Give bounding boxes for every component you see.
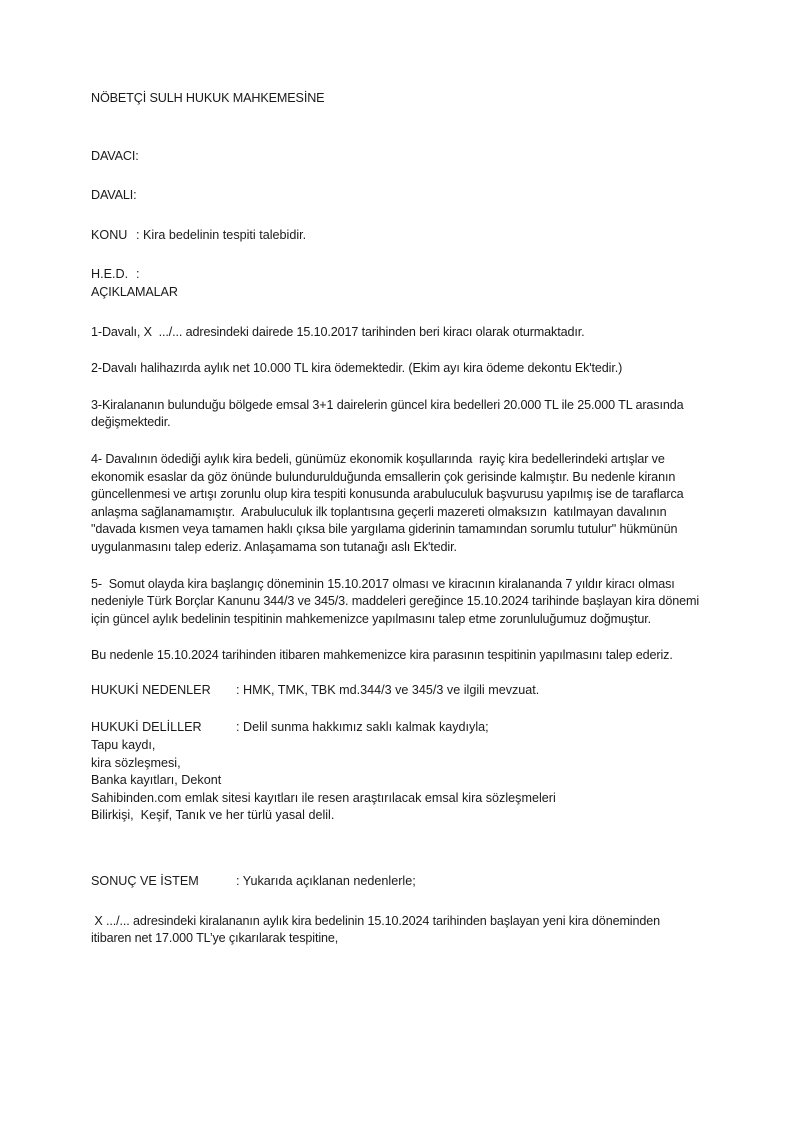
hed-value: : bbox=[136, 267, 140, 282]
conclusion-request: X .../... adresindeki kiralananın aylık kira bedelinin 15.10.2024 tarihinden başlayan yeni kira döneminden itibaren net 17.000 TL’ye çıkarılarak tespitine, bbox=[91, 913, 664, 946]
court-heading: NÖBETÇİ SULH HUKUK MAHKEMESİNE bbox=[91, 91, 325, 105]
spacer bbox=[91, 825, 703, 873]
defendant-label: DAVALI: bbox=[91, 188, 137, 203]
legal-evidence-label: HUKUKİ DELİLLER bbox=[91, 720, 202, 735]
legal-grounds-text: HMK, TMK, TBK md.344/3 ve 345/3 ve ilgili mevzuat. bbox=[243, 682, 540, 697]
legal-evidence-text: Delil sunma hakkımız saklı kalmak kaydıyla; bbox=[243, 720, 489, 735]
paragraph-5: 5- Somut olayda kira başlangıç döneminin 15.10.2017 olması ve kiracının kiralananda 7 yıldır kiracı olması nedeniyle Türk Borçlar Kanunu 344/3 ve 345/3. maddeleri gereğince 15.10.2024 tarihinde başlayan kira dönemi için güncel aylık bedelinin tespitinin mahkemenizce yapılmasını talep etme zorunluluğumuz doğmuştur. bbox=[91, 576, 703, 626]
spacer bbox=[91, 699, 703, 719]
paragraph-2: 2-Davalı halihazırda aylık net 10.000 TL kira ödemektedir. (Ekim ayı kira ödeme dekontu Ek'tedir.) bbox=[91, 361, 623, 376]
evidence-item-tapu: Tapu kaydı, bbox=[91, 738, 156, 753]
paragraph-4: 4- Davalının ödediği aylık kira bedeli, günümüz ekonomik koşullarında rayiç kira bedellerindeki artışlar ve ekonomik esaslar da göz önünde bulundurulduğunda emsallerin çok gerisinde kalmıştır. Bu nedenle kiranın güncellenmesi ve artışı zorunlu olup kira tespiti konusunda arabuluculuk başvurusu yapılmış ise de taraflarca anlaşma sağlanamamıştır. Arabuluculuk ilk toplantısına geçerli mazereti olmaksızın katılmayan davalının "davada kısmen veya tamamen haklı çıksa bile yargılama giderinin tamamından sorumlu tutulur" hükmünün uygulanmasını talep ederiz. Anlaşamama son tutanağı aslı Ek'tedir. bbox=[91, 451, 687, 554]
spacer bbox=[91, 665, 703, 682]
hed-label: H.E.D. bbox=[91, 267, 129, 282]
paragraph-1: 1-Davalı, X .../... adresindeki dairede 15.10.2017 tarihinden beri kiracı olarak oturmaktadır. bbox=[91, 324, 585, 339]
legal-grounds-row bbox=[91, 682, 703, 700]
spacer bbox=[91, 244, 703, 266]
evidence-item-kira-sozlesmesi: kira sözleşmesi, bbox=[91, 755, 181, 770]
evidence-item-sahibinden: Sahibinden.com emlak sitesi kayıtları ile resen araştırılacak emsal kira sözleşmeleri bbox=[91, 790, 556, 805]
spacer bbox=[91, 378, 703, 397]
spacer bbox=[91, 432, 703, 451]
hed-row bbox=[91, 266, 703, 284]
explanations-heading: AÇIKLAMALAR bbox=[91, 284, 178, 299]
conclusion-text: Yukarıda açıklanan nedenlerle; bbox=[242, 874, 416, 889]
conclusion-label: SONUÇ VE İSTEM bbox=[91, 874, 199, 889]
plaintiff-label: DAVACI: bbox=[91, 148, 139, 163]
spacer bbox=[91, 341, 703, 360]
subject-separator: : bbox=[136, 227, 143, 242]
subject-label: KONU bbox=[91, 227, 128, 242]
legal-evidence-value bbox=[236, 719, 703, 737]
conclusion-row bbox=[91, 873, 703, 891]
legal-grounds-value bbox=[236, 682, 703, 700]
evidence-item-banka-kayitlari: Banka kayıtları, Dekont bbox=[91, 773, 222, 788]
subject-row bbox=[91, 227, 703, 245]
legal-grounds-separator: : bbox=[236, 682, 243, 697]
conclusion-value bbox=[236, 873, 703, 891]
document-body bbox=[91, 90, 703, 948]
spacer bbox=[91, 302, 703, 324]
spacer bbox=[91, 628, 703, 647]
paragraph-closing-request: Bu nedenle 15.10.2024 tarihinden itibaren mahkemenizce kira parasının tespitinin yapılmasını talep ederiz. bbox=[91, 648, 673, 663]
spacer bbox=[91, 891, 703, 913]
subject-value bbox=[136, 227, 703, 245]
legal-grounds-label: HUKUKİ NEDENLER bbox=[91, 682, 211, 697]
subject-text: Kira bedelinin tespiti talebidir. bbox=[143, 227, 307, 242]
spacer bbox=[91, 108, 703, 148]
spacer bbox=[91, 557, 703, 576]
legal-evidence-separator: : bbox=[236, 720, 243, 735]
conclusion-separator: : bbox=[236, 874, 243, 889]
paragraph-3: 3-Kiralananın bulunduğu bölgede emsal 3+1 dairelerin güncel kira bedelleri 20.000 TL ile 25.000 TL arasında değişmektedir. bbox=[91, 397, 687, 430]
spacer bbox=[91, 165, 703, 187]
spacer bbox=[91, 205, 703, 227]
legal-evidence-row bbox=[91, 719, 703, 737]
evidence-item-bilirkisi: Bilirkişi, Keşif, Tanık ve her türlü yasal delil. bbox=[91, 808, 335, 823]
